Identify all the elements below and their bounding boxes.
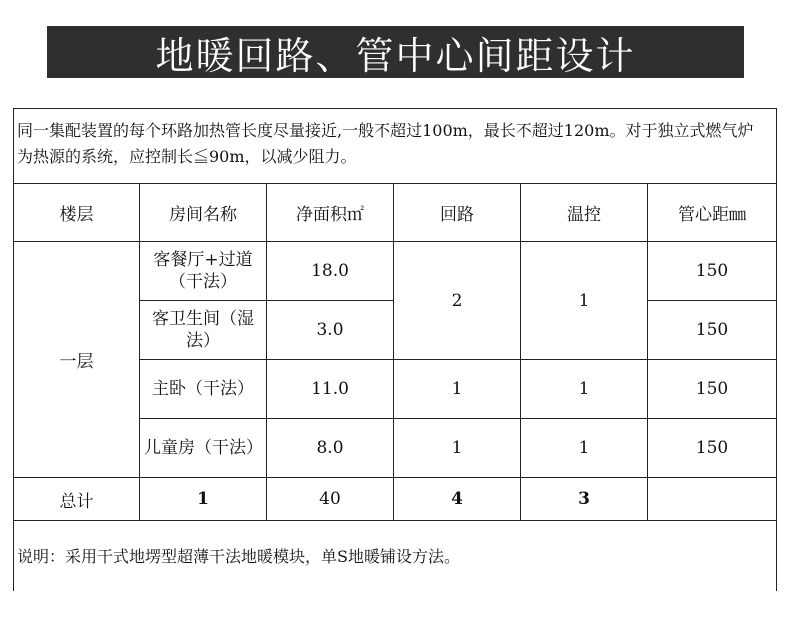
temp-merged-cell: 1	[521, 242, 648, 360]
pitch-cell: 150	[648, 242, 777, 301]
loops-cell: 1	[394, 360, 521, 419]
temp-cell: 1	[521, 360, 648, 419]
total-loops: 4	[394, 478, 521, 521]
page-title: 地暖回路、管中心间距设计	[47, 26, 744, 78]
total-temp: 3	[521, 478, 648, 521]
header-temp-control: 温控	[521, 184, 648, 242]
pitch-cell: 150	[648, 419, 777, 478]
intro-paragraph: 同一集配装置的每个环路加热管长度尽量接近,一般不超过100m，最长不超过120m。对于独立式燃气炉为热源的系统，应控制长≦90m，以减少阻力。	[17, 121, 754, 166]
header-room: 房间名称	[140, 184, 267, 242]
room-name: 客卫生间（湿法）	[140, 301, 267, 360]
pitch-cell: 150	[648, 301, 777, 360]
total-label: 总计	[14, 478, 140, 521]
header-area: 净面积㎡	[267, 184, 394, 242]
room-name: 主卧（干法）	[140, 360, 267, 419]
total-pitch	[648, 478, 777, 521]
footnote: 说明：采用干式地塄型超薄干法地暖模块，单S地暖铺设方法。	[17, 546, 460, 566]
total-row	[14, 478, 777, 521]
total-rooms: 1	[140, 478, 267, 521]
area-cell: 8.0	[267, 419, 394, 478]
area-cell: 11.0	[267, 360, 394, 419]
area-cell: 18.0	[267, 242, 394, 301]
floor-cell: 一层	[14, 242, 140, 478]
area-cell: 3.0	[267, 301, 394, 360]
loops-cell: 1	[394, 419, 521, 478]
header-pipe-pitch: 管心距㎜	[648, 184, 777, 242]
header-row	[14, 184, 777, 242]
loops-merged-cell: 2	[394, 242, 521, 360]
room-name: 儿童房（干法）	[140, 419, 267, 478]
table-row	[14, 242, 777, 301]
pitch-cell: 150	[648, 360, 777, 419]
header-floor: 楼层	[14, 184, 140, 242]
header-loops: 回路	[394, 184, 521, 242]
loop-design-table	[13, 183, 777, 521]
room-name: 客餐厅+过道（干法）	[140, 242, 267, 301]
total-area: 40	[267, 478, 394, 521]
temp-cell: 1	[521, 419, 648, 478]
